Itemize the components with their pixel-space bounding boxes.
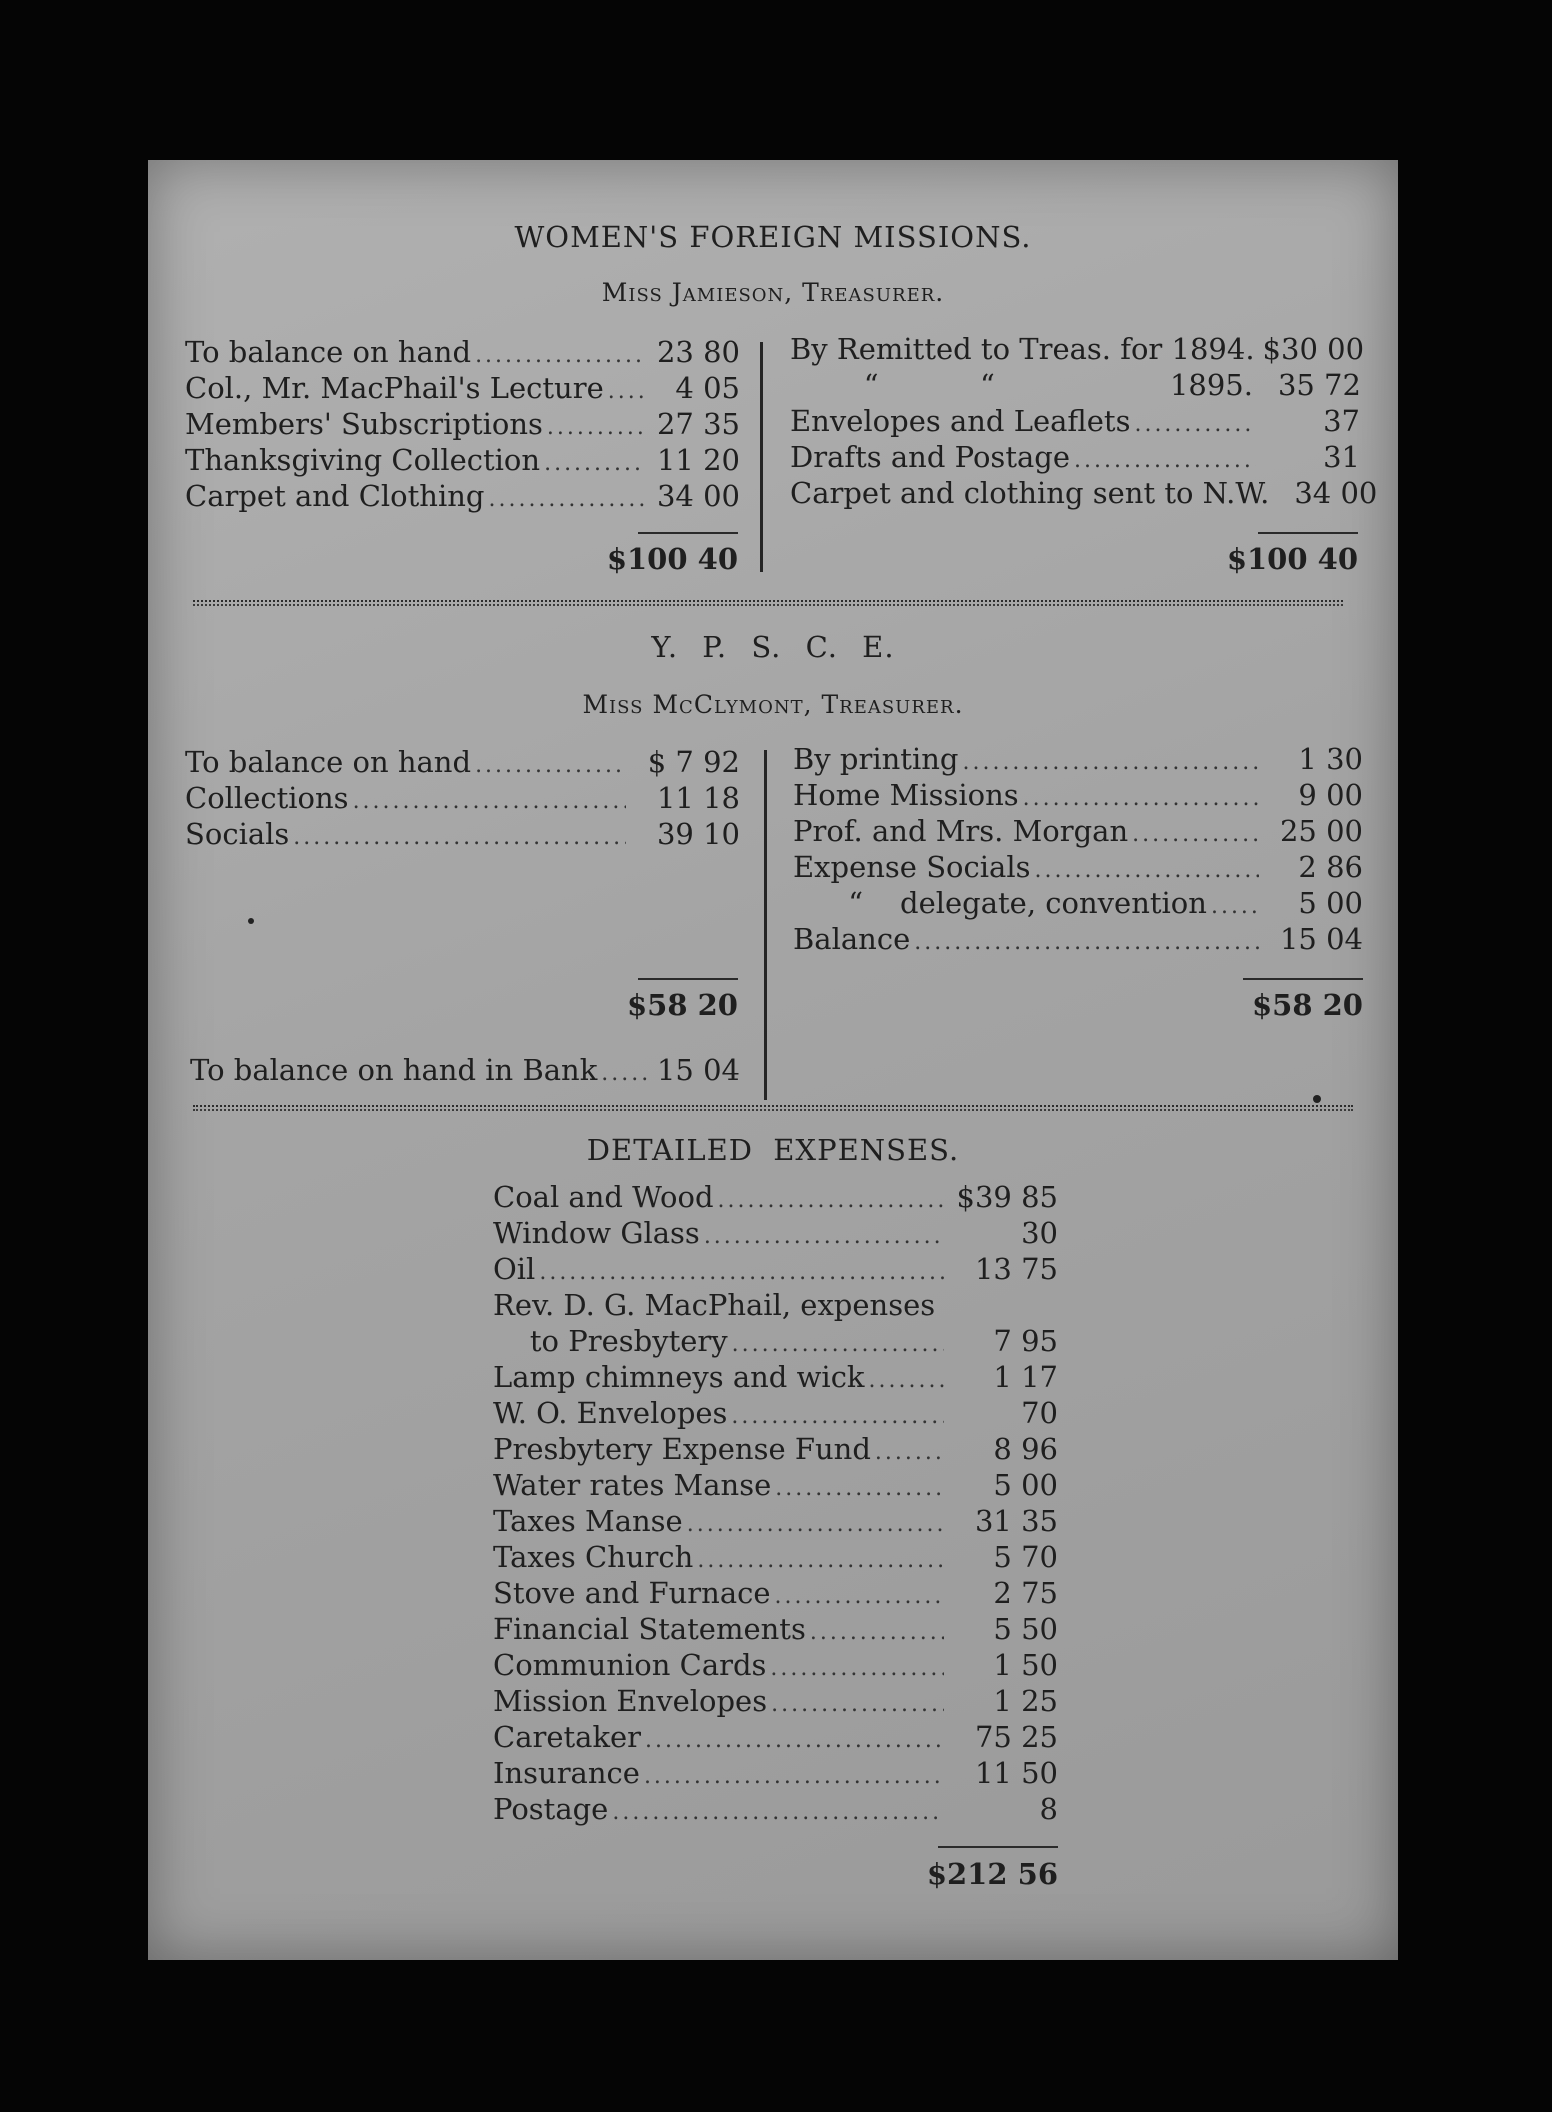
wfm-column-divider xyxy=(760,342,763,572)
expense-row xyxy=(493,1684,1058,1720)
expenses-list xyxy=(493,1180,1058,1828)
ypsce-payment-row-label: Prof. and Mrs. Morgan xyxy=(793,814,1129,848)
expense-row-label: Communion Cards xyxy=(493,1648,767,1682)
expense-row-label: Taxes Manse xyxy=(493,1504,683,1538)
ypsce-payment-row-amount: 25 00 xyxy=(1279,814,1363,848)
leader-dots xyxy=(704,1224,944,1249)
ypsce-left-total: $58 20 xyxy=(627,988,738,1022)
expense-row-amount: 2 75 xyxy=(993,1576,1058,1610)
leader-dots xyxy=(771,1692,944,1717)
expense-row xyxy=(493,1324,1058,1360)
expense-row-amount: 5 50 xyxy=(993,1612,1058,1646)
expense-row-label: to Presbytery xyxy=(493,1324,728,1358)
ypsce-payment-row-label: “ delegate, convention xyxy=(793,886,1207,920)
ypsce-right-total-rule xyxy=(1243,978,1363,980)
expense-row xyxy=(493,1360,1058,1396)
wfm-payment-row-amount: 37 xyxy=(1323,404,1360,438)
wfm-receipt-row-label: Carpet and Clothing xyxy=(185,479,485,513)
ypsce-payment-row-label: Balance xyxy=(793,922,911,956)
leader-dots xyxy=(1134,412,1256,437)
leader-dots xyxy=(775,1584,944,1609)
wfm-payment-row-amount: 31 xyxy=(1323,440,1360,474)
ypsce-receipt-row xyxy=(185,817,740,853)
expenses-title: DETAILED EXPENSES. xyxy=(586,1133,960,1167)
expense-row-label: Coal and Wood xyxy=(493,1180,714,1214)
leader-dots xyxy=(547,415,646,440)
expense-row-label: Rev. D. G. MacPhail, expenses xyxy=(493,1288,936,1322)
expense-row-label: Taxes Church xyxy=(493,1540,694,1574)
ypsce-receipts xyxy=(185,745,885,853)
expense-row-amount: 70 xyxy=(1021,1396,1058,1430)
expense-row-label: Mission Envelopes xyxy=(493,1684,768,1718)
ypsce-payment-row-amount: 9 00 xyxy=(1298,778,1363,812)
ypsce-payment-row xyxy=(793,922,1363,958)
expense-row xyxy=(493,1576,1058,1612)
leader-dots xyxy=(488,487,646,512)
ypsce-payment-row-amount: 1 30 xyxy=(1298,742,1363,776)
ypsce-receipt-row-amount: 39 10 xyxy=(656,817,740,851)
wfm-receipt-row-label: To balance on hand xyxy=(185,335,472,369)
ypsce-payment-row xyxy=(793,886,1363,922)
expenses-total-rule xyxy=(938,1846,1058,1848)
expense-row xyxy=(493,1720,1058,1756)
leader-dots xyxy=(293,825,626,850)
ypsce-receipt-row-amount: 11 18 xyxy=(656,781,740,815)
wfm-receipt-row-amount: 4 05 xyxy=(675,371,740,405)
wfm-left-total: $100 40 xyxy=(606,542,738,576)
leader-dots xyxy=(732,1332,944,1357)
wfm-payments xyxy=(790,332,1378,512)
wfm-receipts xyxy=(185,335,885,515)
ypsce-payment-row-label: Home Missions xyxy=(793,778,1019,812)
expense-row-label: Financial Statements xyxy=(493,1612,806,1646)
expense-row-label: Oil xyxy=(493,1252,536,1286)
leader-dots xyxy=(1074,448,1256,473)
ypsce-payments xyxy=(793,742,1383,958)
wfm-payment-row-label: “ “ 1895. xyxy=(790,368,1253,402)
ypsce-receipt-row xyxy=(185,745,740,781)
wfm-left-total-rule xyxy=(638,532,738,534)
ypsce-receipt-row xyxy=(185,781,740,817)
ypsce-payment-row xyxy=(793,778,1363,814)
wfm-receipt-row-amount: 11 20 xyxy=(656,443,740,477)
wfm-receipt-row-label: Thanksgiving Collection xyxy=(185,443,541,477)
wfm-payment-row xyxy=(790,476,1378,512)
leader-dots xyxy=(1023,786,1259,811)
leader-dots xyxy=(875,1440,944,1465)
wfm-payment-row-amount: 34 00 xyxy=(1294,476,1378,510)
expense-row-amount: 5 70 xyxy=(993,1540,1058,1574)
leader-dots xyxy=(914,930,1259,955)
expense-row-label: Water rates Manse xyxy=(493,1468,772,1502)
ypsce-title: Y. P. S. C. E. xyxy=(651,630,895,664)
leader-dots xyxy=(1034,858,1259,883)
expense-row xyxy=(493,1504,1058,1540)
ypsce-column-divider xyxy=(764,750,767,1100)
expense-row-amount: 31 35 xyxy=(974,1504,1058,1538)
ypsce-right-total: $58 20 xyxy=(1252,988,1363,1022)
ypsce-payment-row xyxy=(793,850,1363,886)
ypsce-receipt-row-label: To balance on hand xyxy=(185,745,472,779)
ypsce-left-total-rule xyxy=(638,978,738,980)
leader-dots xyxy=(353,789,626,814)
expense-row-amount: 30 xyxy=(1021,1216,1058,1250)
leader-dots xyxy=(645,1728,944,1753)
print-speck xyxy=(1313,1095,1321,1103)
wfm-receipt-row xyxy=(185,443,740,479)
expense-row-label: Postage xyxy=(493,1792,609,1826)
wfm-receipt-row xyxy=(185,335,740,371)
expense-row xyxy=(493,1432,1058,1468)
expense-row-label: W. O. Envelopes xyxy=(493,1396,728,1430)
leader-dots xyxy=(775,1476,944,1501)
section-divider xyxy=(193,600,1343,606)
leader-dots xyxy=(1132,822,1259,847)
expense-row-label: Insurance xyxy=(493,1756,640,1790)
expense-row-label: Window Glass xyxy=(493,1216,700,1250)
wfm-receipt-row-label: Col., Mr. MacPhail's Lecture xyxy=(185,371,604,405)
leader-dots xyxy=(697,1548,944,1573)
expense-row xyxy=(493,1396,1058,1432)
wfm-right-total-rule xyxy=(1258,532,1358,534)
expense-row xyxy=(493,1648,1058,1684)
ypsce-payment-row-amount: 5 00 xyxy=(1298,886,1363,920)
wfm-title: WOMEN'S FOREIGN MISSIONS. xyxy=(514,220,1032,254)
wfm-receipt-row xyxy=(185,407,740,443)
expense-row xyxy=(493,1216,1058,1252)
wfm-payment-row-label: Drafts and Postage xyxy=(790,440,1070,474)
leader-dots xyxy=(644,1764,944,1789)
bank-balance-amount: 15 04 xyxy=(656,1053,740,1087)
expense-row xyxy=(493,1756,1058,1792)
leader-dots xyxy=(612,1800,944,1825)
expense-row xyxy=(493,1792,1058,1828)
wfm-payment-row-amount: $30 00 xyxy=(1262,332,1365,366)
ypsce-receipt-row-amount: $ 7 92 xyxy=(647,745,740,779)
expense-row-amount: 7 95 xyxy=(993,1324,1058,1358)
expense-row-label: Stove and Furnace xyxy=(493,1576,771,1610)
wfm-payment-row-label: Carpet and clothing sent to N.W. xyxy=(790,476,1270,510)
wfm-payment-row-label: Envelopes and Leaflets xyxy=(790,404,1131,438)
wfm-receipt-row-amount: 23 80 xyxy=(656,335,740,369)
expense-row-label: Lamp chimneys and wick xyxy=(493,1360,865,1394)
wfm-receipt-row xyxy=(185,371,740,407)
expense-row-amount: 11 50 xyxy=(974,1756,1058,1790)
expense-row-amount: 13 75 xyxy=(974,1252,1058,1286)
expense-row-amount: 75 25 xyxy=(974,1720,1058,1754)
expense-row-amount: 1 50 xyxy=(993,1648,1058,1682)
leader-dots xyxy=(608,379,646,404)
leader-dots xyxy=(810,1620,944,1645)
ypsce-bank-balance-row xyxy=(190,1053,740,1089)
expense-row xyxy=(493,1252,1058,1288)
ypsce-receipt-row-label: Collections xyxy=(185,781,349,815)
expense-row xyxy=(493,1288,1058,1324)
leader-dots xyxy=(869,1368,944,1393)
document-page xyxy=(148,160,1398,1960)
expense-row-amount: 1 17 xyxy=(993,1360,1058,1394)
wfm-receipt-row-amount: 27 35 xyxy=(656,407,740,441)
ypsce-payment-row-label: Expense Socials xyxy=(793,850,1031,884)
print-speck xyxy=(248,918,254,924)
expense-row-amount: 8 xyxy=(1039,1792,1058,1826)
expense-row-label: Presbytery Expense Fund xyxy=(493,1432,871,1466)
expenses-total: $212 56 xyxy=(926,1857,1058,1891)
leader-dots xyxy=(539,1260,944,1285)
wfm-payment-row xyxy=(790,440,1360,476)
ypsce-payment-row-amount: 15 04 xyxy=(1279,922,1363,956)
leader-dots xyxy=(731,1404,944,1429)
wfm-payment-row-amount: 35 72 xyxy=(1277,368,1361,402)
ypsce-payment-row xyxy=(793,814,1363,850)
expense-row-label: Caretaker xyxy=(493,1720,642,1754)
wfm-receipt-row-label: Members' Subscriptions xyxy=(185,407,543,441)
leader-dots xyxy=(962,750,1259,775)
ypsce-receipt-row-label: Socials xyxy=(185,817,290,851)
ypsce-treasurer: Miss McClymont, Treasurer. xyxy=(582,690,964,719)
expense-row-amount: $39 85 xyxy=(956,1180,1058,1214)
wfm-payment-row xyxy=(790,368,1360,404)
leader-dots xyxy=(601,1061,653,1086)
leader-dots xyxy=(544,451,646,476)
expense-row-amount: 8 96 xyxy=(993,1432,1058,1466)
wfm-right-total: $100 40 xyxy=(1226,542,1358,576)
expense-row xyxy=(493,1540,1058,1576)
expense-row-amount: 1 25 xyxy=(993,1684,1058,1718)
leader-dots xyxy=(718,1188,944,1213)
leader-dots xyxy=(475,753,626,778)
ypsce-payment-row-label: By printing xyxy=(793,742,959,776)
wfm-payment-row-label: By Remitted to Treas. for 1894. xyxy=(790,332,1255,366)
expense-row xyxy=(493,1180,1058,1216)
wfm-treasurer: Miss Jamieson, Treasurer. xyxy=(601,278,945,307)
leader-dots xyxy=(1211,894,1259,919)
ypsce-payment-row-amount: 2 86 xyxy=(1298,850,1363,884)
wfm-receipt-row-amount: 34 00 xyxy=(656,479,740,513)
ypsce-payment-row xyxy=(793,742,1363,778)
expense-row xyxy=(493,1612,1058,1648)
leader-dots xyxy=(475,343,646,368)
bank-balance-label: To balance on hand in Bank xyxy=(190,1053,598,1087)
expense-row xyxy=(493,1468,1058,1504)
wfm-payment-row xyxy=(790,332,1365,368)
leader-dots xyxy=(770,1656,944,1681)
leader-dots xyxy=(687,1512,944,1537)
section-divider xyxy=(193,1105,1353,1111)
wfm-payment-row xyxy=(790,404,1360,440)
wfm-receipt-row xyxy=(185,479,740,515)
expense-row-amount: 5 00 xyxy=(993,1468,1058,1502)
